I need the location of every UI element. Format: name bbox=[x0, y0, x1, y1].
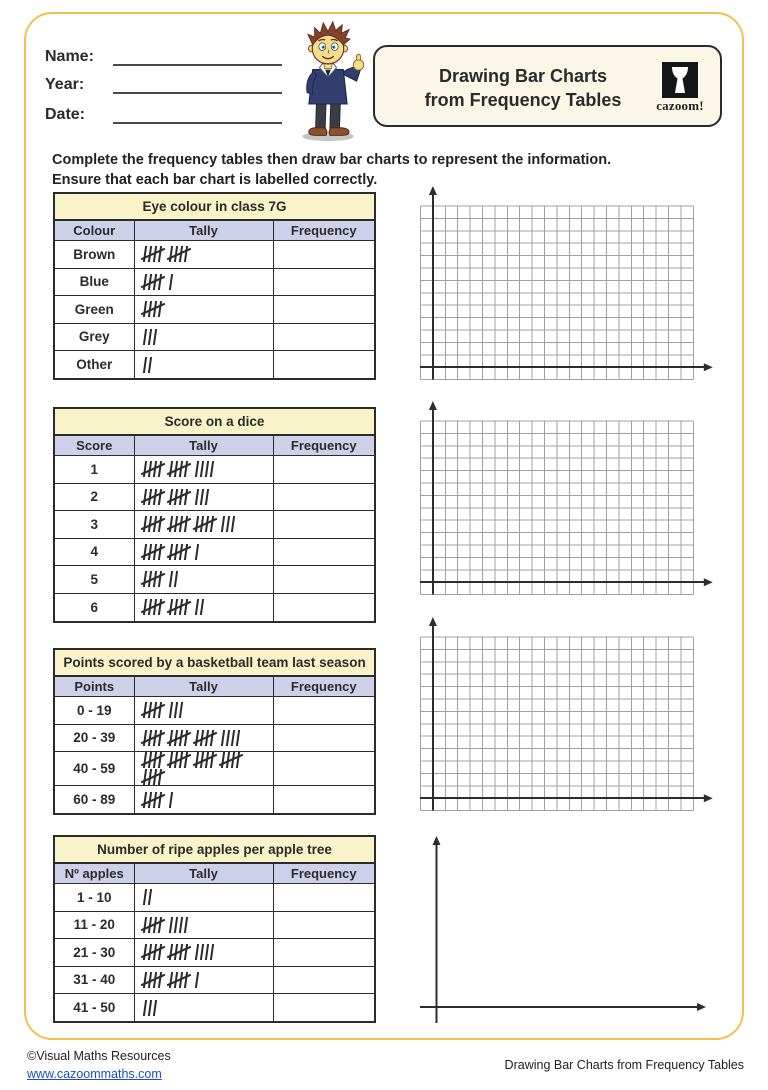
tally-group-5 bbox=[144, 516, 162, 532]
tally-group-5 bbox=[170, 246, 188, 262]
tally-group-5 bbox=[144, 274, 162, 290]
frequency-table-dice-score bbox=[53, 407, 376, 623]
tally-group-3 bbox=[222, 516, 235, 532]
table-row bbox=[55, 939, 374, 967]
row-label: 20 - 39 bbox=[55, 724, 134, 752]
column-header: Tally bbox=[134, 864, 273, 884]
tally-group-4 bbox=[196, 944, 214, 960]
tally-group-5 bbox=[170, 461, 188, 477]
footer-link[interactable]: www.cazoommaths.com bbox=[27, 1067, 162, 1081]
frequency-cell[interactable] bbox=[273, 785, 374, 813]
row-label: 60 - 89 bbox=[55, 785, 134, 813]
tally-marks bbox=[134, 351, 273, 379]
tally-marks bbox=[134, 994, 273, 1022]
tally-group-5 bbox=[196, 752, 214, 768]
tally-group-5 bbox=[144, 489, 162, 505]
frequency-cell[interactable] bbox=[273, 268, 374, 296]
tally-group-1 bbox=[170, 274, 173, 290]
bar-chart-canvas-1[interactable] bbox=[420, 186, 714, 389]
tally-marks bbox=[134, 241, 273, 269]
tally-marks bbox=[134, 483, 273, 511]
tally-marks bbox=[134, 511, 273, 539]
table-row bbox=[55, 538, 374, 566]
table-row bbox=[55, 241, 374, 269]
cazoom-logo-text: cazoom! bbox=[656, 98, 704, 113]
column-header: Frequency bbox=[273, 864, 374, 884]
tally-marks bbox=[134, 884, 273, 912]
frequency-cell[interactable] bbox=[273, 966, 374, 994]
tally-group-2 bbox=[196, 599, 204, 615]
tally-group-5 bbox=[170, 752, 188, 768]
worksheet-title-line2: from Frequency Tables bbox=[424, 90, 622, 110]
frequency-cell[interactable] bbox=[273, 724, 374, 752]
row-label: 4 bbox=[55, 538, 134, 566]
mascot-boy-illustration bbox=[280, 20, 376, 144]
tally-group-5 bbox=[170, 544, 188, 560]
table-row bbox=[55, 697, 374, 725]
frequency-cell[interactable] bbox=[273, 456, 374, 484]
row-label: 2 bbox=[55, 483, 134, 511]
table-row bbox=[55, 296, 374, 324]
tally-group-3 bbox=[196, 489, 209, 505]
column-header: Tally bbox=[134, 677, 273, 697]
row-label: 41 - 50 bbox=[55, 994, 134, 1022]
tally-group-5 bbox=[196, 730, 214, 746]
tally-group-3 bbox=[144, 329, 157, 345]
tally-marks bbox=[134, 911, 273, 939]
table-title: Number of ripe apples per apple tree bbox=[55, 837, 374, 863]
tally-group-1 bbox=[196, 544, 199, 560]
frequency-cell[interactable] bbox=[273, 697, 374, 725]
tally-group-2 bbox=[144, 889, 152, 905]
tally-group-5 bbox=[170, 489, 188, 505]
row-label: 40 - 59 bbox=[55, 752, 134, 786]
tally-group-5 bbox=[144, 730, 162, 746]
row-label: Other bbox=[55, 351, 134, 379]
tally-group-5 bbox=[144, 702, 162, 718]
instructions bbox=[52, 151, 732, 190]
tally-marks bbox=[134, 268, 273, 296]
year-label: Year: bbox=[45, 76, 85, 93]
tally-group-5 bbox=[144, 544, 162, 560]
worksheet-title bbox=[393, 64, 653, 112]
tally-group-5 bbox=[144, 917, 162, 933]
frequency-cell[interactable] bbox=[273, 884, 374, 912]
row-label: 0 - 19 bbox=[55, 697, 134, 725]
frequency-cell[interactable] bbox=[273, 241, 374, 269]
bar-chart-canvas-3[interactable] bbox=[420, 617, 714, 820]
tally-marks bbox=[134, 456, 273, 484]
grid-1[interactable] bbox=[420, 186, 714, 384]
tally-group-1 bbox=[170, 792, 173, 808]
table-title: Points scored by a basketball team last season bbox=[55, 650, 374, 676]
tally-group-4 bbox=[196, 461, 214, 477]
tally-group-5 bbox=[170, 972, 188, 988]
table-row bbox=[55, 966, 374, 994]
tally-group-4 bbox=[222, 730, 240, 746]
frequency-cell[interactable] bbox=[273, 296, 374, 324]
year-field-row bbox=[45, 76, 285, 98]
cazoom-logo bbox=[656, 62, 704, 114]
column-header: Frequency bbox=[273, 436, 374, 456]
column-header: Nº apples bbox=[55, 864, 134, 884]
column-header: Frequency bbox=[273, 221, 374, 241]
row-label: 6 bbox=[55, 593, 134, 621]
frequency-cell[interactable] bbox=[273, 593, 374, 621]
tally-marks bbox=[134, 785, 273, 813]
worksheet-title-box bbox=[373, 45, 722, 127]
tally-group-5 bbox=[144, 571, 162, 587]
date-label: Date: bbox=[45, 106, 86, 123]
frequency-cell[interactable] bbox=[273, 351, 374, 379]
worksheet-title-line1: Drawing Bar Charts bbox=[438, 66, 608, 86]
tally-marks bbox=[134, 724, 273, 752]
row-label: Blue bbox=[55, 268, 134, 296]
tally-marks bbox=[134, 566, 273, 594]
frequency-table-ripe-apples bbox=[53, 835, 376, 1023]
tally-marks bbox=[134, 966, 273, 994]
name-label: Name: bbox=[45, 48, 94, 65]
table-row bbox=[55, 566, 374, 594]
tally-group-5 bbox=[170, 516, 188, 532]
grid-2[interactable] bbox=[420, 401, 714, 599]
column-header: Frequency bbox=[273, 677, 374, 697]
row-label: 1 - 10 bbox=[55, 884, 134, 912]
cazoom-logo-icon bbox=[662, 62, 698, 98]
tally-group-3 bbox=[170, 702, 183, 718]
frequency-cell[interactable] bbox=[273, 994, 374, 1022]
tally-group-5 bbox=[144, 246, 162, 262]
footer-doc-title: Drawing Bar Charts from Frequency Tables bbox=[504, 1058, 744, 1072]
tally-marks bbox=[134, 752, 273, 786]
frequency-cell[interactable] bbox=[273, 566, 374, 594]
grid-4[interactable] bbox=[420, 835, 708, 1025]
instructions-line1: Complete the frequency tables then draw bar charts to represent the information. bbox=[52, 152, 612, 168]
row-label: 21 - 30 bbox=[55, 939, 134, 967]
tally-marks bbox=[134, 296, 273, 324]
tally-group-5 bbox=[144, 461, 162, 477]
table-row bbox=[55, 268, 374, 296]
table-row bbox=[55, 511, 374, 539]
table-row bbox=[55, 752, 374, 786]
row-label: 1 bbox=[55, 456, 134, 484]
tally-marks bbox=[134, 538, 273, 566]
frequency-table-eye-colour bbox=[53, 192, 376, 380]
table-title: Score on a dice bbox=[55, 409, 374, 435]
table-title: Eye colour in class 7G bbox=[55, 194, 374, 220]
frequency-cell[interactable] bbox=[273, 511, 374, 539]
name-input-line[interactable] bbox=[113, 48, 282, 66]
frequency-cell[interactable] bbox=[273, 752, 374, 786]
tally-group-3 bbox=[144, 1000, 157, 1016]
tally-group-1 bbox=[196, 972, 199, 988]
tally-group-5 bbox=[170, 599, 188, 615]
date-field-row bbox=[45, 106, 285, 128]
column-header: Points bbox=[55, 677, 134, 697]
footer-copyright: ©Visual Maths Resources bbox=[27, 1049, 171, 1063]
bar-chart-canvas-4[interactable] bbox=[420, 835, 708, 1030]
frequency-cell[interactable] bbox=[273, 911, 374, 939]
table-row bbox=[55, 884, 374, 912]
bar-chart-canvas-2[interactable] bbox=[420, 401, 714, 604]
column-header: Tally bbox=[134, 436, 273, 456]
tally-group-5 bbox=[170, 730, 188, 746]
row-label: Grey bbox=[55, 323, 134, 351]
table-row bbox=[55, 724, 374, 752]
table-row bbox=[55, 911, 374, 939]
table-row bbox=[55, 994, 374, 1022]
year-input-line[interactable] bbox=[113, 76, 282, 94]
tally-group-2 bbox=[170, 571, 178, 587]
tally-group-5 bbox=[222, 752, 240, 768]
tally-group-5 bbox=[144, 792, 162, 808]
row-label: 3 bbox=[55, 511, 134, 539]
table-row bbox=[55, 351, 374, 379]
table-row bbox=[55, 323, 374, 351]
table-row bbox=[55, 593, 374, 621]
column-header: Tally bbox=[134, 221, 273, 241]
frequency-cell[interactable] bbox=[273, 939, 374, 967]
tally-group-5 bbox=[144, 769, 162, 785]
row-label: Green bbox=[55, 296, 134, 324]
tally-marks bbox=[134, 323, 273, 351]
instructions-line2: Ensure that each bar chart is labelled correctly. bbox=[52, 171, 378, 188]
tally-group-2 bbox=[144, 357, 152, 373]
tally-group-5 bbox=[144, 944, 162, 960]
table-row bbox=[55, 785, 374, 813]
frequency-cell[interactable] bbox=[273, 323, 374, 351]
table-row bbox=[55, 483, 374, 511]
row-label: 31 - 40 bbox=[55, 966, 134, 994]
tally-group-5 bbox=[196, 516, 214, 532]
column-header: Colour bbox=[55, 221, 134, 241]
column-header: Score bbox=[55, 436, 134, 456]
tally-group-4 bbox=[170, 917, 188, 933]
tally-group-5 bbox=[144, 972, 162, 988]
tally-group-5 bbox=[144, 301, 162, 317]
row-label: 5 bbox=[55, 566, 134, 594]
frequency-table-basketball-points bbox=[53, 648, 376, 815]
tally-group-5 bbox=[170, 944, 188, 960]
tally-marks bbox=[134, 939, 273, 967]
name-field-row bbox=[45, 48, 285, 70]
row-label: Brown bbox=[55, 241, 134, 269]
row-label: 11 - 20 bbox=[55, 911, 134, 939]
grid-3[interactable] bbox=[420, 617, 714, 815]
tally-group-5 bbox=[144, 599, 162, 615]
tally-marks bbox=[134, 593, 273, 621]
frequency-cell[interactable] bbox=[273, 538, 374, 566]
date-input-line[interactable] bbox=[113, 106, 282, 124]
tally-marks bbox=[134, 697, 273, 725]
frequency-cell[interactable] bbox=[273, 483, 374, 511]
table-row bbox=[55, 456, 374, 484]
tally-group-5 bbox=[144, 752, 162, 768]
